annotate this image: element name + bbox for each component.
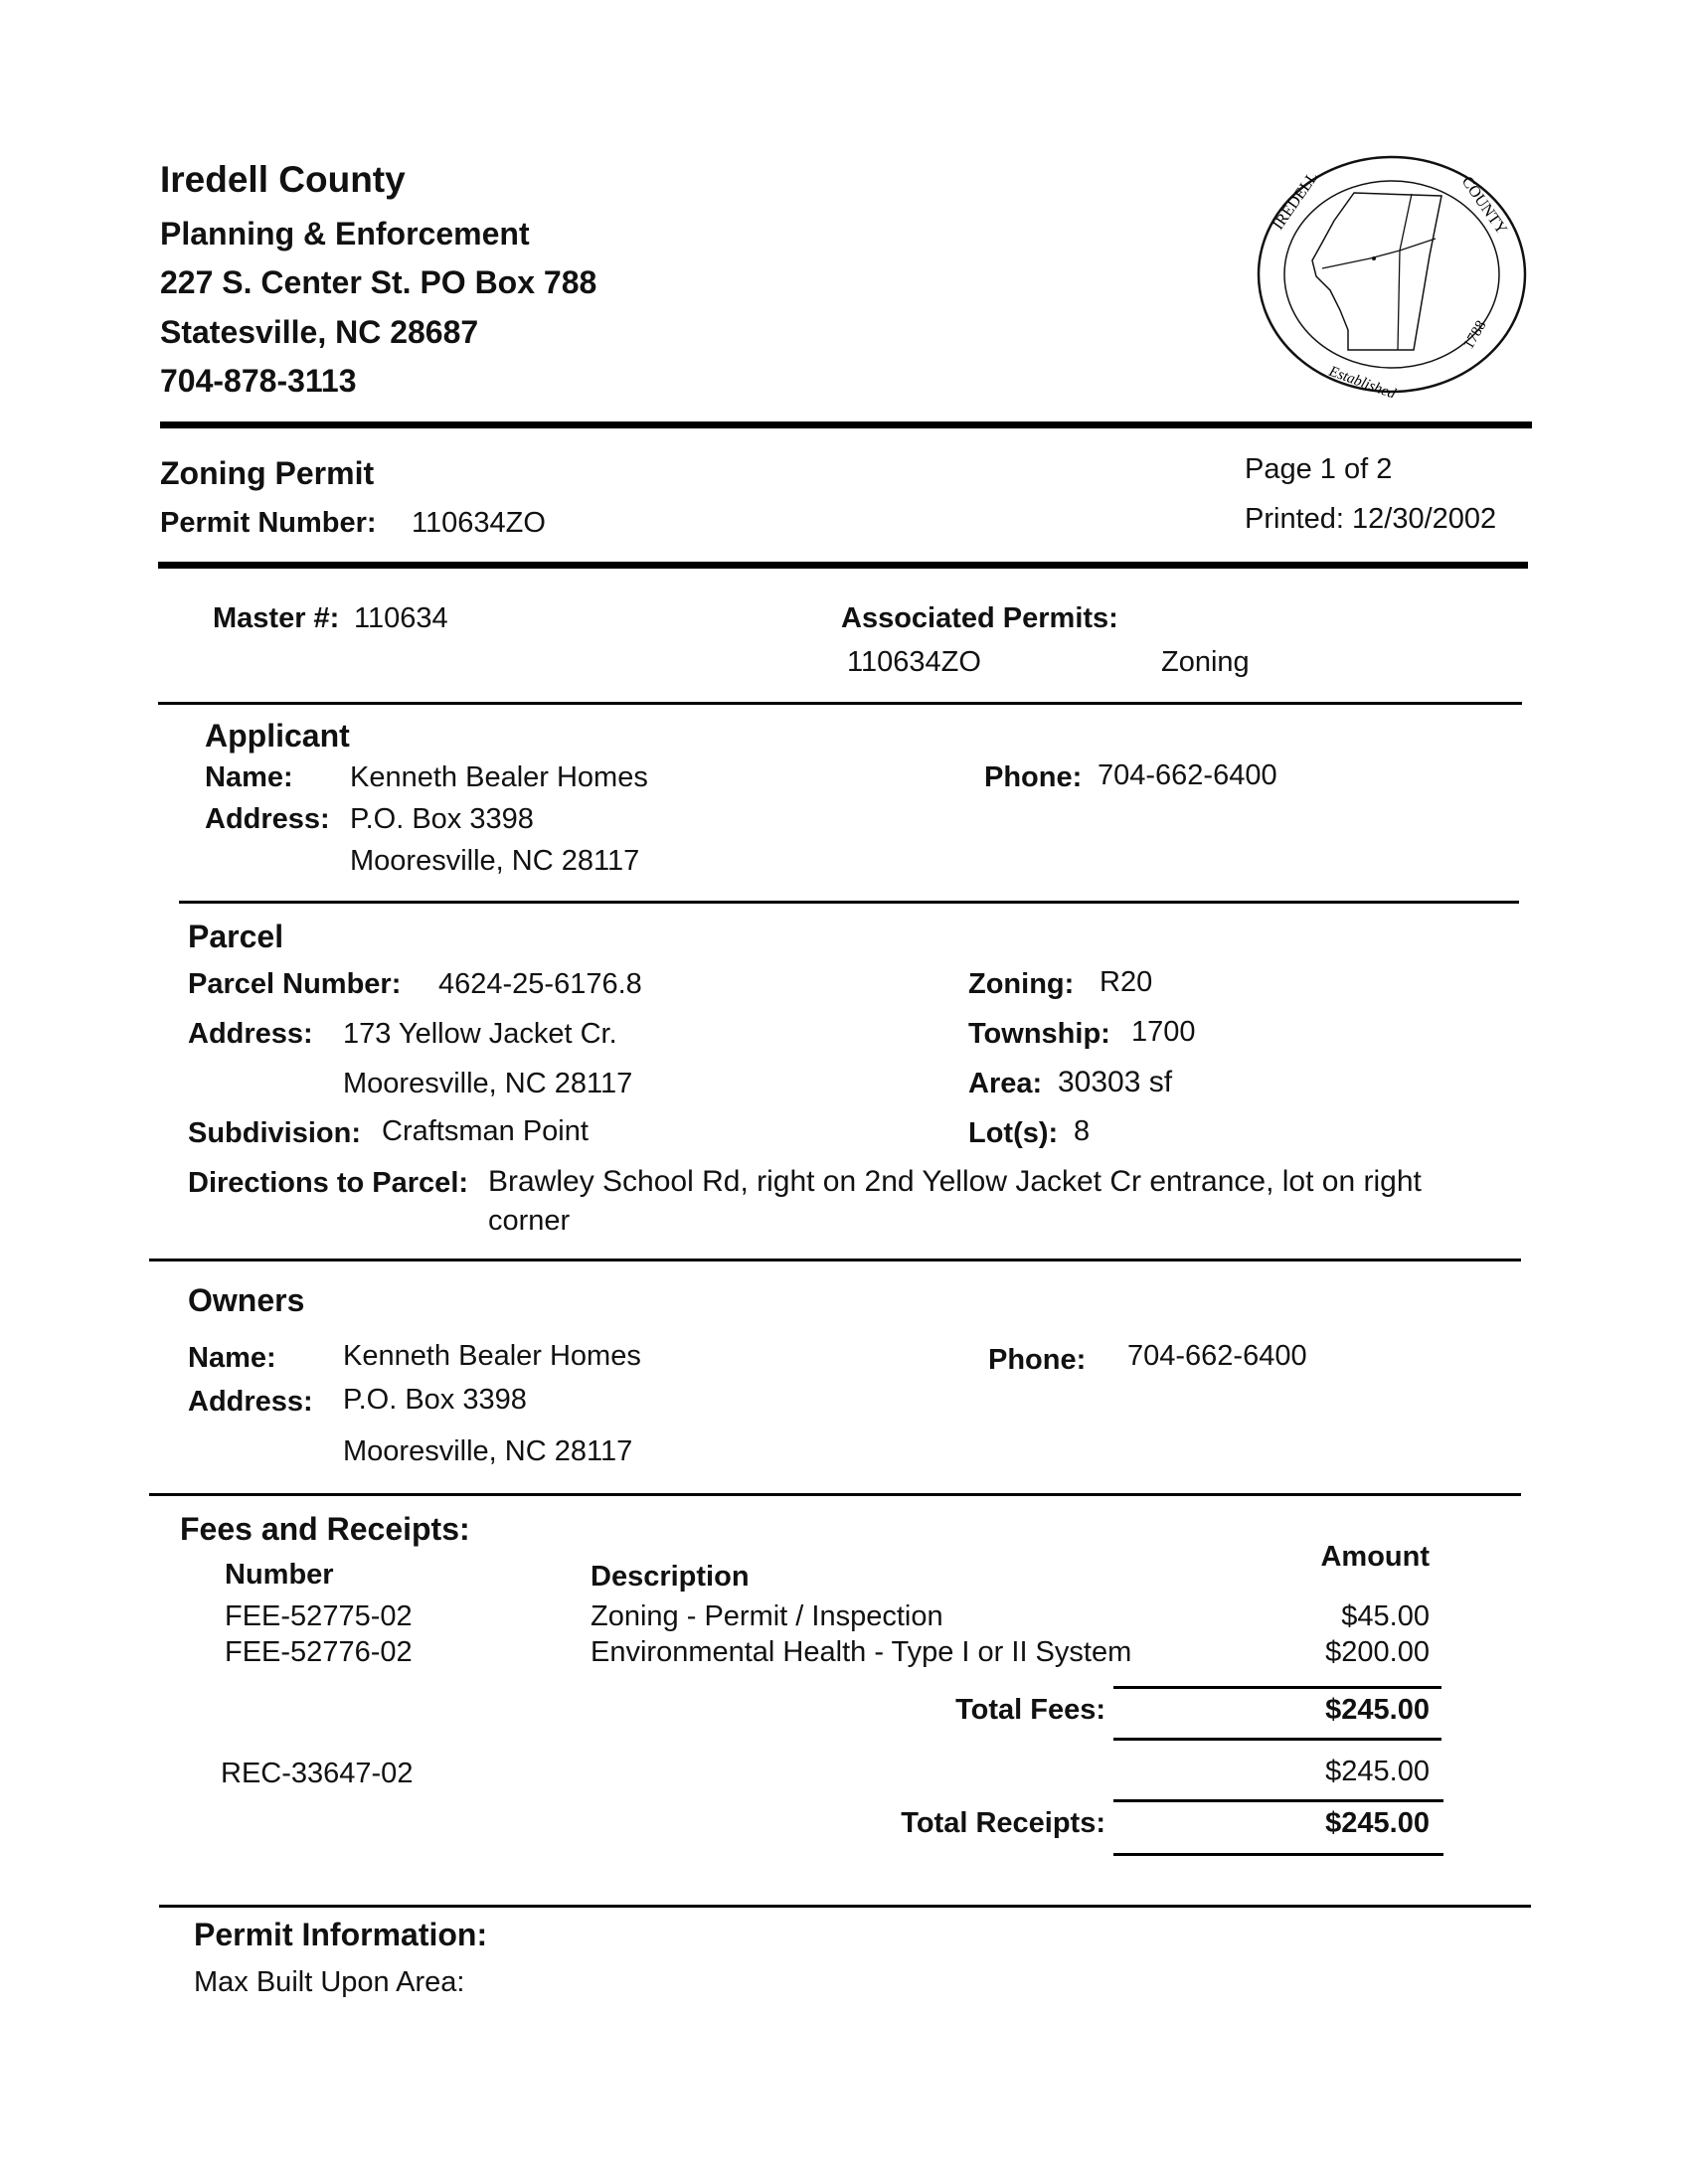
- divider: [1113, 1853, 1443, 1856]
- owners-title: Owners: [188, 1282, 305, 1318]
- permit-info-title: Permit Information:: [194, 1917, 488, 1952]
- lots-label: Lot(s):: [968, 1117, 1059, 1149]
- page-indicator: Page 1 of 2: [1245, 453, 1393, 485]
- subdivision: Craftsman Point: [382, 1115, 589, 1147]
- org-city: Statesville, NC 28687: [160, 314, 479, 350]
- org-name: Iredell County: [160, 159, 406, 200]
- parcel-title: Parcel: [188, 919, 284, 954]
- total-fees-label: Total Fees:: [955, 1694, 1105, 1726]
- master-label: Master #:: [213, 602, 340, 634]
- receipt-amount: $245.00: [1325, 1756, 1430, 1787]
- svg-text:Established: Established: [1326, 363, 1398, 398]
- applicant-phone: 704-662-6400: [1098, 759, 1277, 791]
- applicant-address-1: P.O. Box 3398: [350, 803, 534, 835]
- master-number: 110634: [354, 602, 448, 634]
- svg-text:1788: 1788: [1460, 318, 1490, 352]
- owner-phone: 704-662-6400: [1127, 1340, 1307, 1372]
- owner-phone-label: Phone:: [988, 1344, 1087, 1376]
- svg-text:COUNTY: COUNTY: [1457, 173, 1510, 238]
- org-address: 227 S. Center St. PO Box 788: [160, 264, 597, 300]
- fee-row-amount: $45.00: [1341, 1600, 1430, 1632]
- subdivision-label: Subdivision:: [188, 1117, 361, 1149]
- associated-permits-label: Associated Permits:: [841, 602, 1118, 634]
- applicant-name: Kenneth Bealer Homes: [350, 761, 648, 793]
- parcel-address-label: Address:: [188, 1018, 313, 1050]
- dept-name: Planning & Enforcement: [160, 216, 530, 252]
- divider: [149, 1259, 1521, 1261]
- permit-title: Zoning Permit: [160, 455, 375, 491]
- lots-value: 8: [1074, 1115, 1091, 1147]
- applicant-address-label: Address:: [205, 803, 330, 835]
- fees-title: Fees and Receipts:: [180, 1511, 470, 1547]
- max-built-upon-area-label: Max Built Upon Area:: [194, 1966, 465, 1998]
- county-seal-icon: [1251, 151, 1533, 398]
- owner-address-label: Address:: [188, 1386, 313, 1418]
- fee-row-number: FEE-52776-02: [225, 1636, 413, 1668]
- applicant-phone-label: Phone:: [984, 761, 1083, 793]
- divider: [179, 901, 1519, 904]
- owner-name: Kenneth Bealer Homes: [343, 1340, 641, 1372]
- associated-permit-type: Zoning: [1161, 646, 1250, 678]
- divider: [158, 562, 1528, 569]
- associated-permit-number: 110634ZO: [847, 646, 981, 678]
- fees-col-amount: Amount: [1320, 1541, 1430, 1573]
- applicant-name-label: Name:: [205, 761, 293, 793]
- owner-name-label: Name:: [188, 1342, 276, 1374]
- printed-date: Printed: 12/30/2002: [1245, 503, 1497, 535]
- directions-line-2: corner: [488, 1205, 571, 1237]
- directions-label: Directions to Parcel:: [188, 1167, 469, 1199]
- zoning-label: Zoning:: [968, 968, 1075, 1000]
- divider: [159, 1905, 1531, 1908]
- fee-row-number: FEE-52775-02: [225, 1600, 413, 1632]
- fee-row-description: Zoning - Permit / Inspection: [591, 1600, 943, 1632]
- svg-text:IREDELL: IREDELL: [1270, 168, 1322, 234]
- permit-number-label: Permit Number:: [160, 507, 377, 539]
- total-receipts-value: $245.00: [1325, 1807, 1430, 1839]
- fees-col-number: Number: [225, 1559, 334, 1591]
- area-label: Area:: [968, 1068, 1043, 1099]
- fee-row-amount: $200.00: [1325, 1636, 1430, 1668]
- divider: [1113, 1686, 1441, 1689]
- fee-row-description: Environmental Health - Type I or II System: [591, 1636, 1132, 1668]
- receipt-number: REC-33647-02: [221, 1758, 414, 1789]
- parcel-address-2: Mooresville, NC 28117: [343, 1068, 633, 1099]
- divider: [158, 702, 1522, 705]
- divider: [1113, 1738, 1441, 1741]
- org-phone: 704-878-3113: [160, 363, 357, 399]
- applicant-address-2: Mooresville, NC 28117: [350, 845, 640, 877]
- township-label: Township:: [968, 1018, 1110, 1050]
- area-value: 30303 sf: [1058, 1066, 1173, 1098]
- applicant-title: Applicant: [205, 718, 350, 754]
- fees-col-description: Description: [591, 1561, 750, 1593]
- divider: [1113, 1799, 1443, 1802]
- divider: [149, 1493, 1521, 1496]
- parcel-address-1: 173 Yellow Jacket Cr.: [343, 1018, 617, 1050]
- zoning-value: R20: [1100, 966, 1153, 998]
- directions-line-1: Brawley School Rd, right on 2nd Yellow Jacket Cr entrance, lot on right: [488, 1165, 1422, 1198]
- divider: [160, 421, 1532, 428]
- total-receipts-label: Total Receipts:: [901, 1807, 1105, 1839]
- owner-address-1: P.O. Box 3398: [343, 1384, 527, 1416]
- township-value: 1700: [1131, 1016, 1196, 1048]
- owner-address-2: Mooresville, NC 28117: [343, 1435, 633, 1467]
- parcel-number-label: Parcel Number:: [188, 968, 402, 1000]
- parcel-number: 4624-25-6176.8: [438, 968, 642, 1000]
- permit-number: 110634ZO: [412, 507, 546, 539]
- total-fees-value: $245.00: [1325, 1694, 1430, 1726]
